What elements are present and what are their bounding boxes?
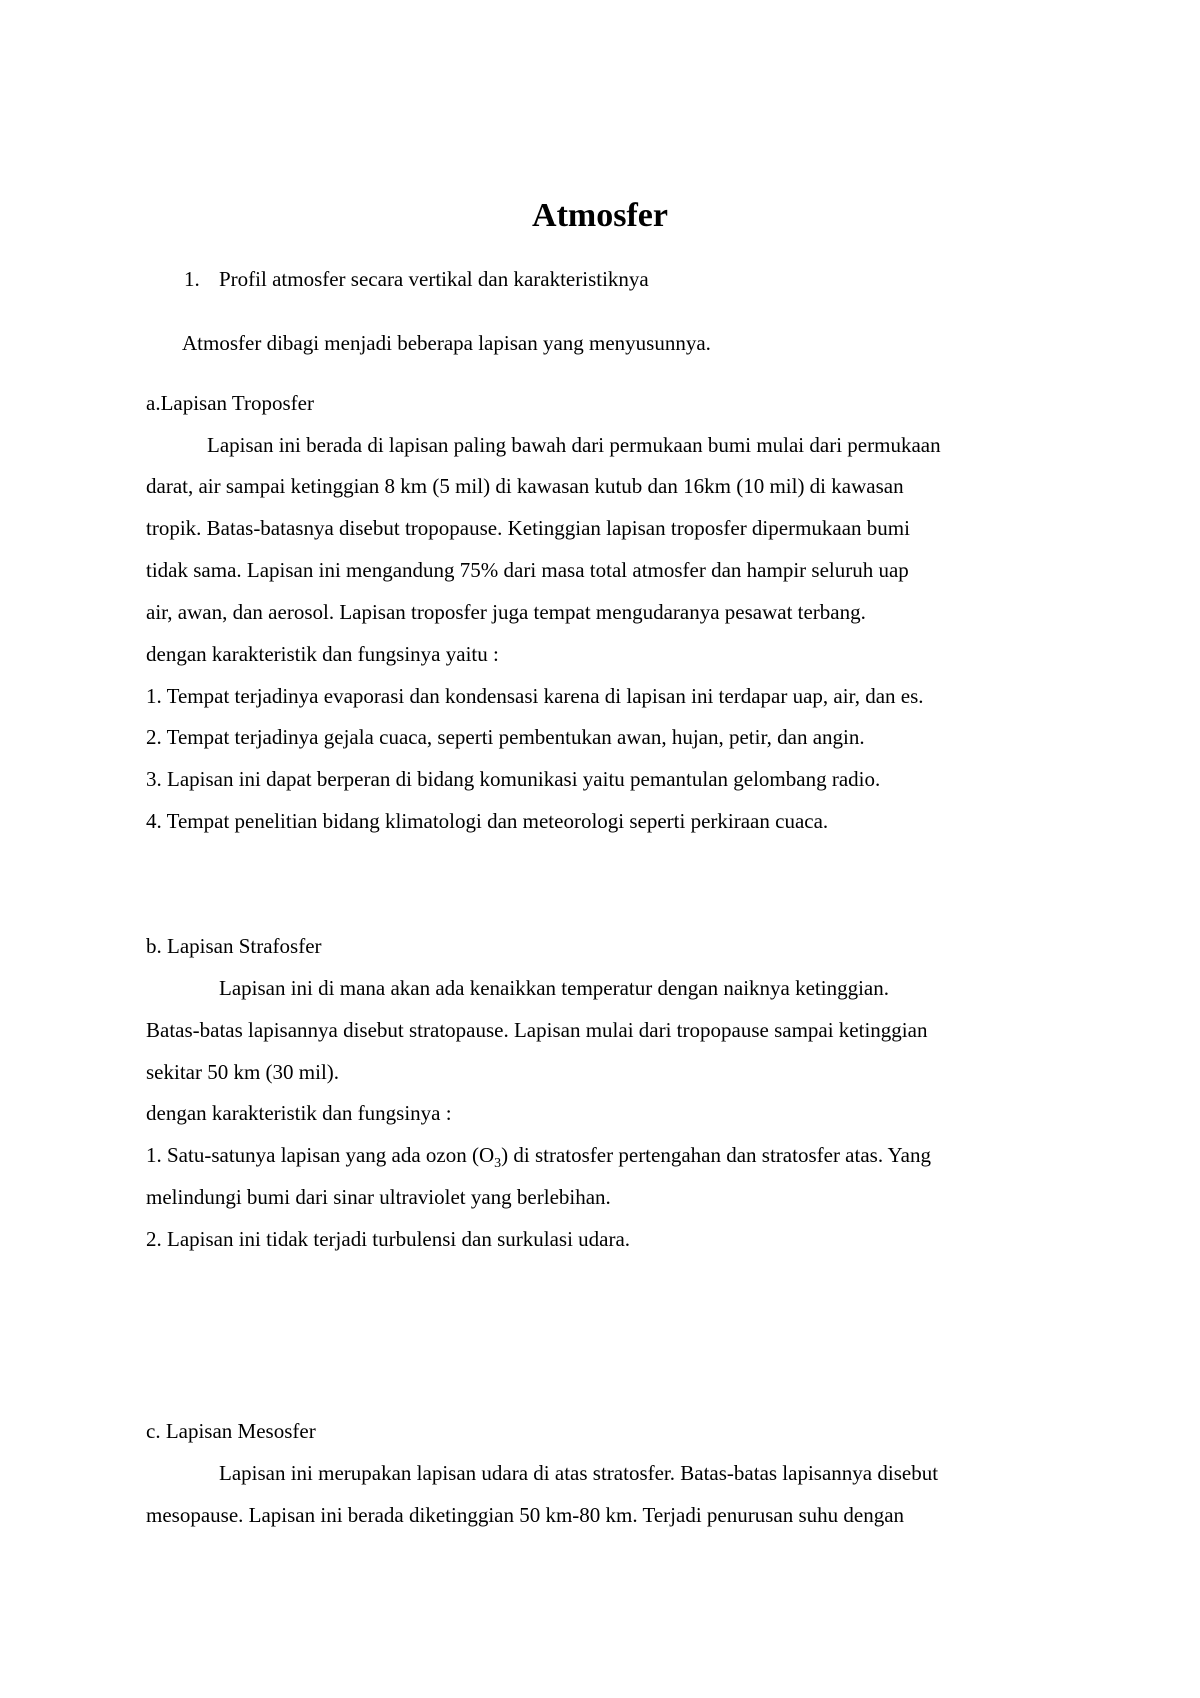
intro-text: Atmosfer dibagi menjadi beberapa lapisan yang menyusunnya. — [182, 331, 711, 355]
stratosfer-paragraph-line: Lapisan ini di mana akan ada kenaikkan temperatur dengan naiknya ketinggian. — [219, 976, 890, 1000]
mesosfer-heading: c. Lapisan Mesosfer — [146, 1419, 316, 1443]
stratosfer-list-intro: dengan karakteristik dan fungsinya : — [146, 1101, 452, 1125]
troposfer-list-item: 1. Tempat terjadinya evaporasi dan kondensasi karena di lapisan ini terdapar uap, air, dan es. — [146, 684, 924, 708]
troposfer-list-intro: dengan karakteristik dan fungsinya yaitu : — [146, 642, 499, 666]
section-heading: Profil atmosfer secara vertikal dan karakteristiknya — [219, 267, 649, 291]
troposfer-paragraph-line: tidak sama. Lapisan ini mengandung 75% dari masa total atmosfer dan hampir seluruh uap — [146, 558, 909, 582]
stratosfer-paragraph-line: Batas-batas lapisannya disebut stratopause. Lapisan mulai dari tropopause sampai ketinggian — [146, 1018, 928, 1042]
troposfer-paragraph-line: Lapisan ini berada di lapisan paling bawah dari permukaan bumi mulai dari permukaan — [207, 433, 941, 457]
troposfer-paragraph-line: darat, air sampai ketinggian 8 km (5 mil) di kawasan kutub dan 16km (10 mil) di kawasan — [146, 474, 904, 498]
stratosfer-item-1-part-b: ) di stratosfer pertengahan dan stratosfer atas. Yang — [501, 1143, 931, 1167]
mesosfer-paragraph-line: mesopause. Lapisan ini berada diketinggian 50 km-80 km. Terjadi penurusan suhu dengan — [146, 1503, 905, 1527]
stratosfer-item-1-part-a: 1. Satu-satunya lapisan yang ada ozon (O — [146, 1143, 495, 1167]
stratosfer-list-item — [146, 1141, 931, 1172]
stratosfer-paragraph-line: sekitar 50 km (30 mil). — [146, 1060, 340, 1084]
stratosfer-list-item-continuation: melindungi bumi dari sinar ultraviolet yang berlebihan. — [146, 1185, 611, 1209]
troposfer-heading: a.Lapisan Troposfer — [146, 391, 314, 415]
troposfer-paragraph-line: tropik. Batas-batasnya disebut tropopause. Ketinggian lapisan troposfer dipermukaan bumi — [146, 516, 910, 540]
document-title: Atmosfer — [532, 197, 668, 234]
stratosfer-heading: b. Lapisan Strafosfer — [146, 934, 322, 958]
troposfer-list-item: 4. Tempat penelitian bidang klimatologi dan meteorologi seperti perkiraan cuaca. — [146, 809, 829, 833]
troposfer-list-item: 2. Tempat terjadinya gejala cuaca, seperti pembentukan awan, hujan, petir, dan angin. — [146, 725, 865, 749]
section-number: 1. — [184, 267, 200, 291]
stratosfer-list-item: 2. Lapisan ini tidak terjadi turbulensi dan surkulasi udara. — [146, 1227, 631, 1251]
troposfer-list-item: 3. Lapisan ini dapat berperan di bidang komunikasi yaitu pemantulan gelombang radio. — [146, 767, 881, 791]
mesosfer-paragraph-line: Lapisan ini merupakan lapisan udara di atas stratosfer. Batas-batas lapisannya disebut — [219, 1461, 939, 1485]
troposfer-paragraph-line: air, awan, dan aerosol. Lapisan troposfer juga tempat mengudaranya pesawat terbang. — [146, 600, 866, 624]
ozone-subscript: 3 — [494, 1156, 502, 1172]
